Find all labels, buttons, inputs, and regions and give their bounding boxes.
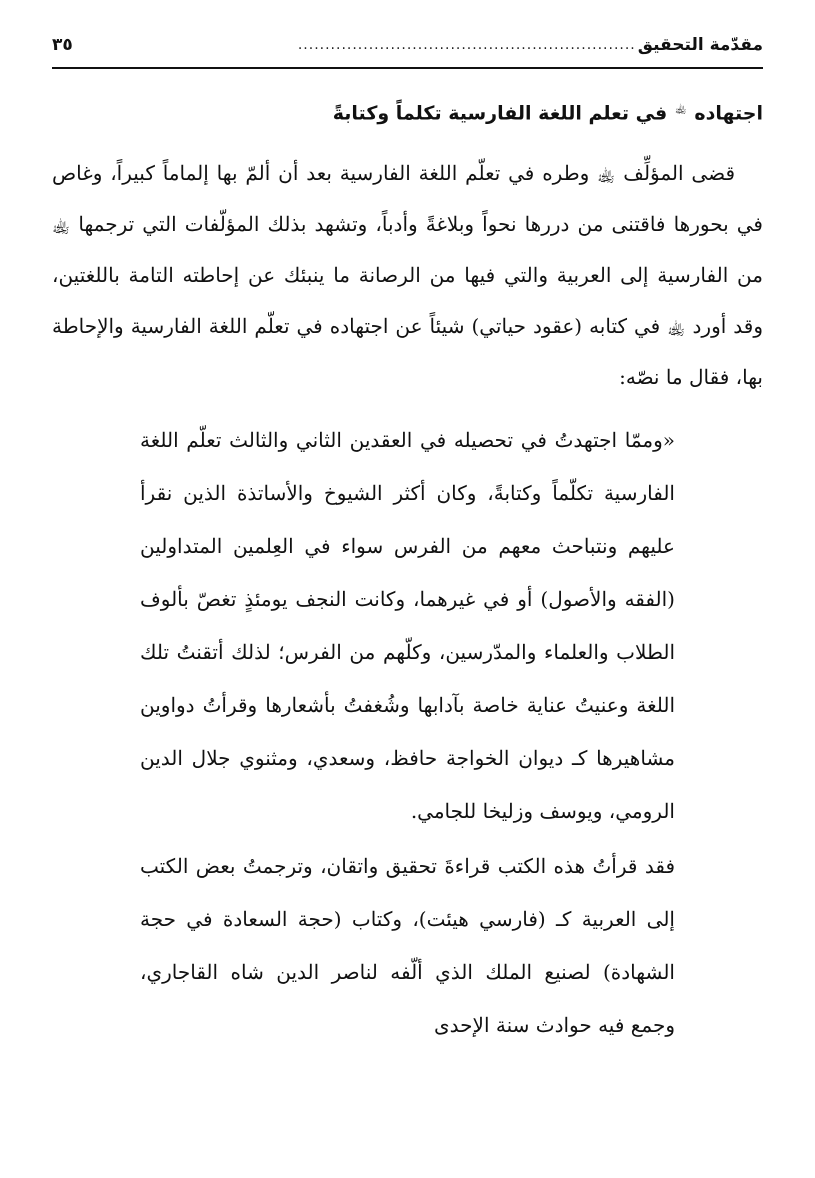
honorific-symbol: ﵀ bbox=[674, 101, 687, 116]
running-header bbox=[52, 30, 763, 60]
body-paragraph-1: قضى المؤلِّف ﵀ وطره في تعلّم اللغة الفارسية بعد أن ألمّ بها إلماماً كبيراً، وغاص في بحورها فاقتنى من دررها نحواً وبلاغةً وأدباً، وتشهد بذلك المؤلّفات التي ترجمها ﵀ من الفارسية إلى العربية والتي فيها من الرصانة ما ينبئك عن إحاطته التامة باللغتين، وقد أورد ﵀ في كتابه (عقود حياتي) شيئاً عن اجتهاده في تعلّم اللغة الفارسية والإحاطة بها، فقال ما نصّه: bbox=[52, 161, 763, 389]
running-title: مقدّمة التحقيق bbox=[637, 35, 763, 55]
header-divider bbox=[52, 67, 763, 69]
quote-paragraph-2: فقد قرأتُ هذه الكتب قراءةَ تحقيق واتقان، وترجمتُ بعض الكتب إلى العربية كـ (فارسي هيئت)، وكتاب (حجة السعادة في حجة الشهادة) لصنيع الملك الذي ألّفه لناصر الدين شاه القاجاري، وجمع فيه حوادث سنة الإحدى bbox=[140, 854, 675, 1037]
section-heading bbox=[52, 92, 763, 130]
body-text bbox=[52, 148, 763, 403]
section-title-part2: في تعلم اللغة الفارسية تكلماً وكتابةً bbox=[332, 102, 668, 125]
quote-paragraph-1: «وممّا اجتهدتُ في تحصيله في العقدين الثاني والثالث تعلّم اللغة الفارسية تكلّماً وكتابةً، وكان أكثر الشيوخ والأساتذة الذين نقرأ عليهم ونتباحث معهم من الفرس سواء في العِلمين المتداولين (الفقه والأصول) أو في غيرهما، وكانت النجف يومئذٍ تغصّ بألوف الطلاب والعلماء والمدّرسين، وكلّهم من الفرس؛ لذلك أتقنتُ تلك اللغة وعنيتُ عناية خاصة بآدابها وشُغفتُ بأشعارها وقرأتُ دواوين مشاهيرها كـ ديوان الخواجة حافظ، وسعدي، ومثنوي جلال الدين الرومي، ويوسف وزليخا للجامي. bbox=[140, 428, 675, 823]
block-quote bbox=[140, 414, 675, 1052]
section-title-part1: اجتهاده bbox=[694, 102, 763, 125]
page-number: ٣٥ bbox=[52, 35, 73, 55]
header-left-group bbox=[298, 35, 763, 55]
leader-dots: .............................................................. bbox=[297, 37, 636, 53]
